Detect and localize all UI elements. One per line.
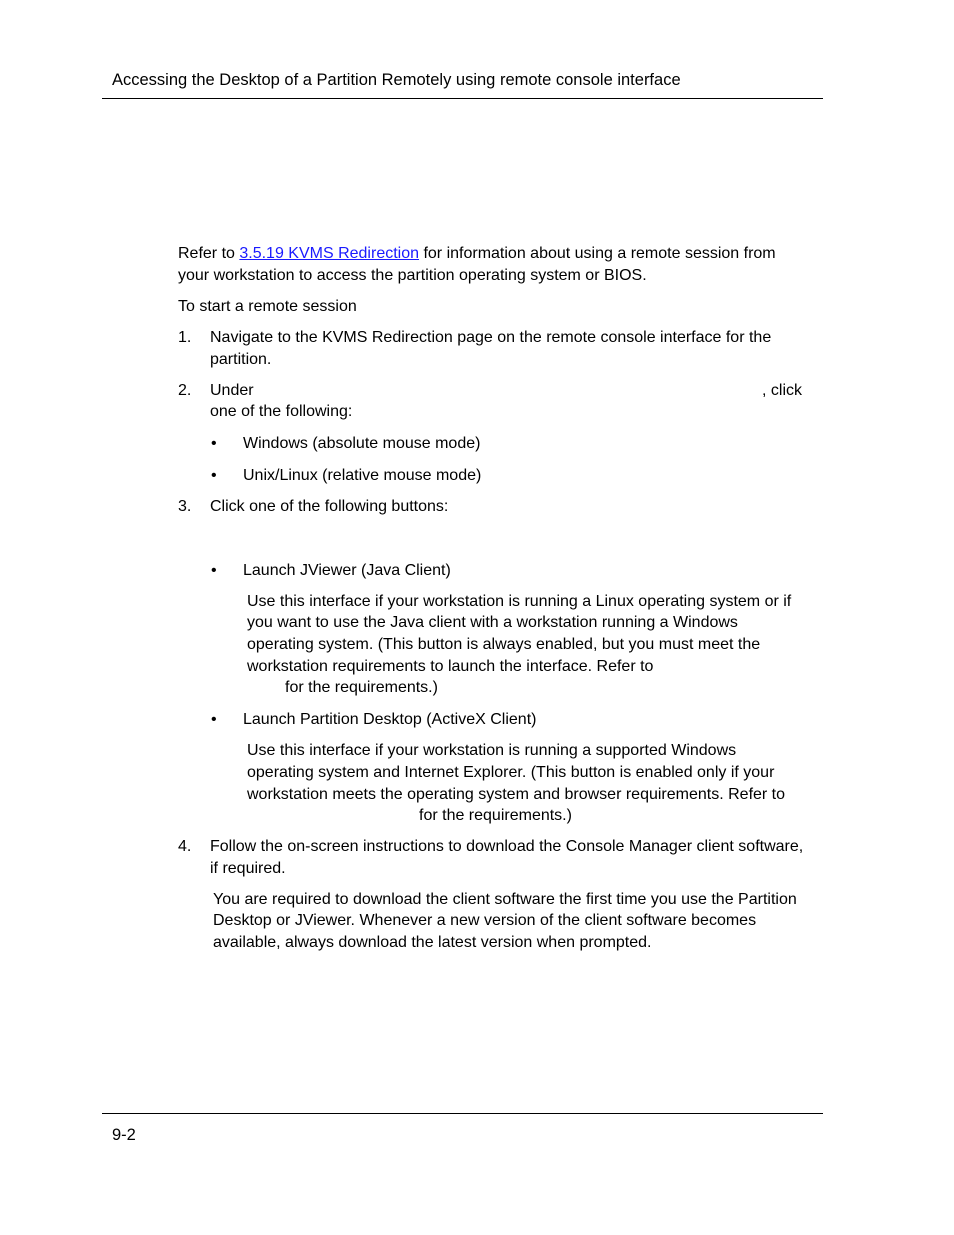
activex-desc-line-4: for the requirements.) xyxy=(419,807,572,824)
step-4-note-line-1: You are required to download the client software the first time you use the Partition xyxy=(213,891,797,908)
running-header: Accessing the Desktop of a Partition Remotely using remote console interface xyxy=(112,71,681,89)
procedure-heading: To start a remote session xyxy=(178,298,357,315)
launch-jviewer-label: Launch JViewer (Java Client) xyxy=(243,562,451,579)
step-3-number: 3. xyxy=(178,498,192,515)
step-2-number: 2. xyxy=(178,382,192,399)
activex-desc-line-1: Use this interface if your workstation is running a supported Windows xyxy=(247,742,737,759)
footer-rule xyxy=(102,1113,823,1114)
step-2-line-1-end: , click xyxy=(762,382,802,399)
intro-line-2: your workstation to access the partition operating system or BIOS. xyxy=(178,267,647,284)
step-4-note-line-2: Desktop or JViewer. Whenever a new version of the client software becomes xyxy=(213,912,757,929)
step-4-note-line-3: available, always download the latest version when prompted. xyxy=(213,934,652,951)
step-1-number: 1. xyxy=(178,329,192,346)
step-3-line-1: Click one of the following buttons: xyxy=(210,498,449,515)
bullet-icon: • xyxy=(211,467,217,484)
step-1-line-2: partition. xyxy=(210,351,272,368)
option-unix-relative: Unix/Linux (relative mouse mode) xyxy=(243,467,482,484)
step-4-number: 4. xyxy=(178,838,192,855)
jviewer-desc-line-4: workstation requirements to launch the interface. Refer to xyxy=(247,658,654,675)
jviewer-desc-line-2: you want to use the Java client with a workstation running a Windows xyxy=(247,614,738,631)
step-1-line-1: Navigate to the KVMS Redirection page on the remote console interface for the xyxy=(210,329,772,346)
bullet-icon: • xyxy=(211,562,217,579)
intro-post: for information about using a remote session from xyxy=(419,245,776,262)
step-4-line-2: if required. xyxy=(210,860,286,877)
bullet-icon: • xyxy=(211,435,217,452)
intro-pre: Refer to xyxy=(178,245,240,262)
jviewer-desc-line-5: for the requirements.) xyxy=(285,679,438,696)
bullet-icon: • xyxy=(211,711,217,728)
launch-partition-desktop-label: Launch Partition Desktop (ActiveX Client) xyxy=(243,711,537,728)
step-4-line-1: Follow the on-screen instructions to download the Console Manager client software, xyxy=(210,838,804,855)
kvms-redirection-link[interactable]: 3.5.19 KVMS Redirection xyxy=(239,245,420,262)
option-windows-absolute: Windows (absolute mouse mode) xyxy=(243,435,481,452)
step-2-line-1-start: Under xyxy=(210,382,254,399)
header-rule xyxy=(102,98,823,99)
jviewer-desc-line-3: operating system. (This button is always enabled, but you must meet the xyxy=(247,636,761,653)
jviewer-desc-line-1: Use this interface if your workstation is running a Linux operating system or if xyxy=(247,593,792,610)
step-2-line-2: one of the following: xyxy=(210,403,353,420)
page-number: 9-2 xyxy=(112,1126,136,1144)
activex-desc-line-2: operating system and Internet Explorer. (This button is enabled only if your xyxy=(247,764,775,781)
intro-line-1 xyxy=(178,243,776,265)
activex-desc-line-3: workstation meets the operating system and browser requirements. Refer to xyxy=(247,786,786,803)
